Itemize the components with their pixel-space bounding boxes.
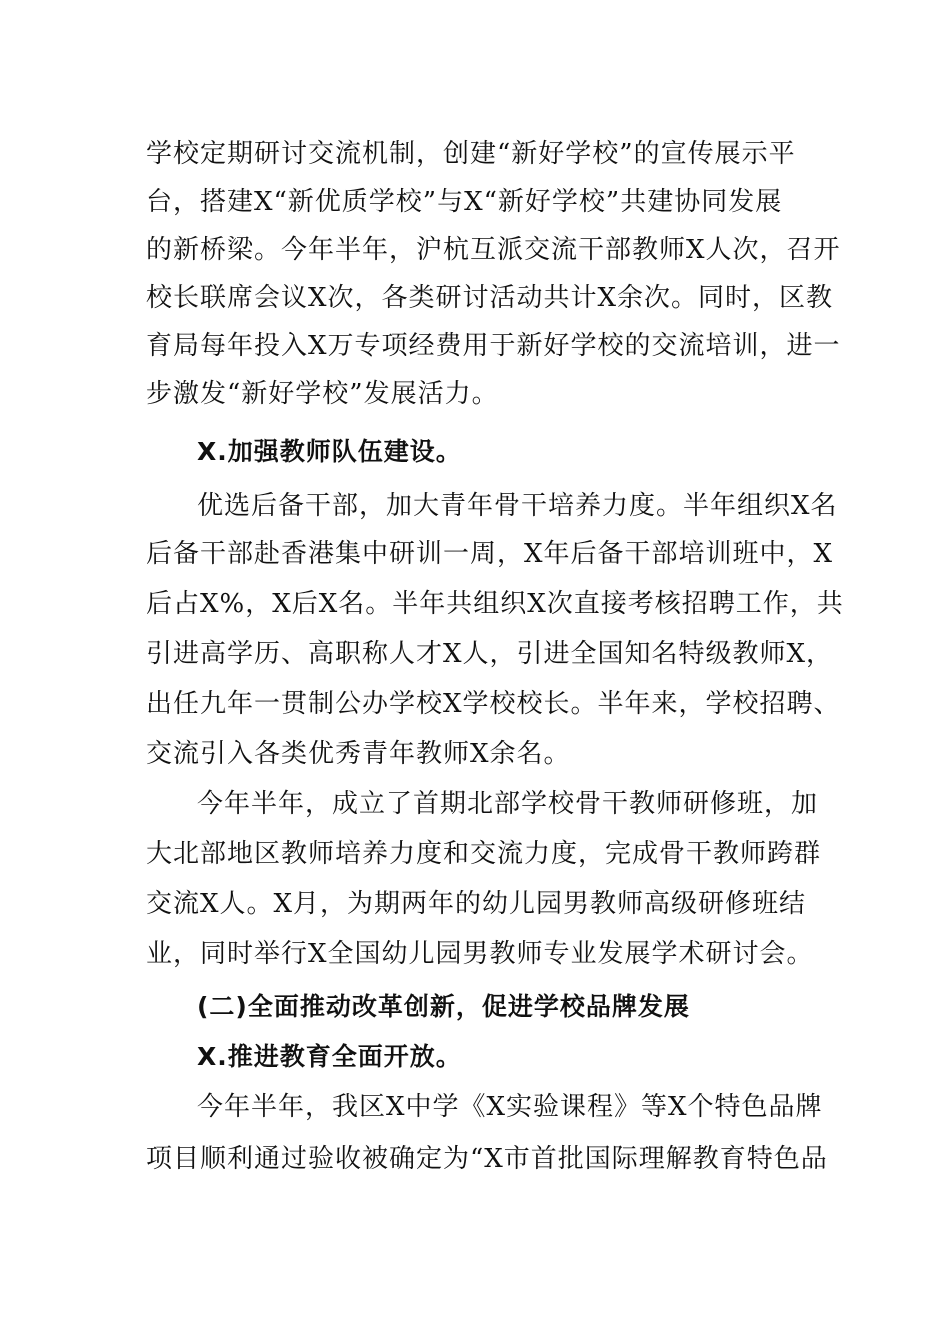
paragraph-line: 校长联席会议X次，各类研讨活动共计X余次。同时，区教: [146, 283, 834, 313]
paragraph-line: 交流引入各类优秀青年教师X余名。: [146, 739, 571, 769]
paragraph-line: 学校定期研讨交流机制，创建“新好学校”的宣传展示平: [146, 139, 796, 169]
paragraph-line: 今年半年，成立了首期北部学校骨干教师研修班，加: [197, 789, 819, 819]
section-heading: X.加强教师队伍建设。: [197, 437, 462, 466]
paragraph-line: 项目顺利通过验收被确定为“X市首批国际理解教育特色品: [146, 1144, 828, 1174]
paragraph-line: 台，搭建X“新优质学校”与X“新好学校”共建协同发展: [146, 187, 783, 217]
paragraph-line: 的新桥梁。今年半年，沪杭互派交流干部教师X人次，召开: [146, 235, 841, 265]
paragraph-line: 业，同时举行X全国幼儿园男教师专业发展学术研讨会。: [146, 939, 814, 969]
paragraph-line: 步激发“新好学校”发展活力。: [146, 379, 499, 409]
paragraph-line: 大北部地区教师培养力度和交流力度，完成骨干教师跨群: [146, 839, 822, 869]
section-heading: (二)全面推动改革创新，促进学校品牌发展: [197, 992, 690, 1021]
paragraph-line: 后备干部赴香港集中研训一周，X年后备干部培训班中，X: [146, 539, 834, 569]
paragraph-line: 交流X人。X月，为期两年的幼儿园男教师高级研修班结: [146, 889, 807, 919]
paragraph-line: 育局每年投入X万专项经费用于新好学校的交流培训，进一: [146, 331, 841, 361]
paragraph-line: 优选后备干部，加大青年骨干培养力度。半年组织X名: [197, 491, 838, 521]
section-heading: X.推进教育全面开放。: [197, 1042, 462, 1071]
paragraph-line: 今年半年，我区X中学《X实验课程》等X个特色品牌: [197, 1092, 823, 1122]
paragraph-line: 引进高学历、高职称人才X人，引进全国知名特级教师X，: [146, 639, 834, 669]
paragraph-line: 出任九年一贯制公办学校X学校校长。半年来，学校招聘、: [146, 689, 841, 719]
paragraph-line: 后占X%，X后X名。半年共组织X次直接考核招聘工作，共: [146, 589, 844, 619]
